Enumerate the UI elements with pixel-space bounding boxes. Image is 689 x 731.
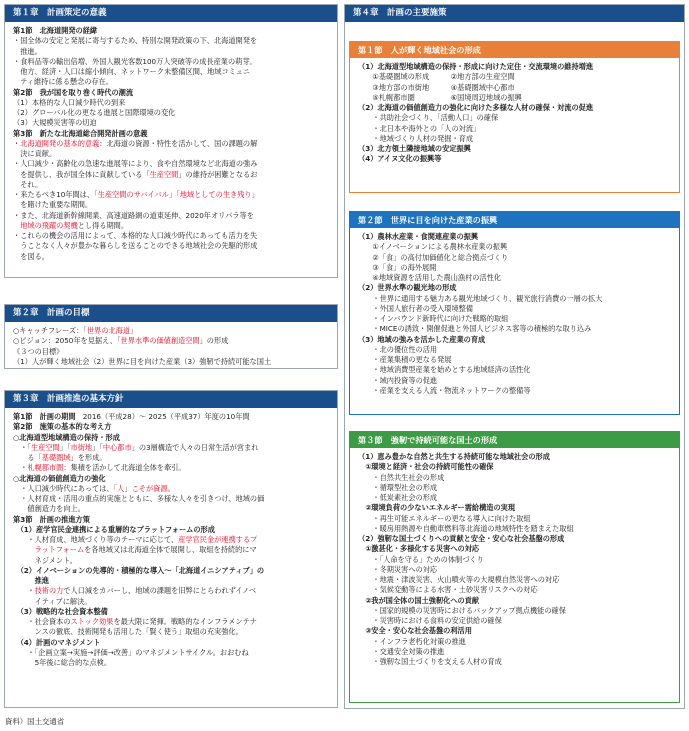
- text-run: ③安全・安心な社会基盤の利活用: [358, 626, 472, 636]
- text-run: ティ維持に係る懸念の存在。: [13, 77, 114, 87]
- text-run: ①基礎圏域の形成 ②地方部の生産空間: [358, 72, 515, 82]
- text-run: （2）世界水準の観光地の形成: [358, 283, 457, 293]
- text-run: 《３つの目標》: [13, 346, 64, 356]
- text-line: [358, 565, 673, 575]
- chapter1-panel: [4, 4, 338, 278]
- text-run: ・食料品等の輸出倍増、外国人観光客数100万人突破等の成長産業の萌芽。: [13, 56, 257, 66]
- text-line: [358, 514, 673, 524]
- text-line: [358, 452, 673, 462]
- text-line: [13, 170, 331, 180]
- source-note: 資料）国土交通省: [5, 717, 65, 726]
- text-line: [358, 134, 673, 144]
- text-run: （2）グローバル化の更なる進展と国際環境の変化: [13, 108, 176, 117]
- text-run: （3）大規模災害等の切迫: [13, 118, 97, 128]
- section2-title: 第２節 世界に目を向けた産業の振興: [350, 212, 679, 228]
- text-line: [358, 324, 673, 334]
- text-line: [358, 606, 673, 616]
- text-run: を最大限に発揮。戦略的なインフラメンテナ: [113, 617, 257, 626]
- section1-title: 第１節 人が輝く地域社会の形成: [350, 42, 679, 58]
- text-run: ・交通安全対策の推進: [358, 646, 445, 656]
- text-run: イティブに解決。: [13, 596, 92, 606]
- text-line: [13, 336, 331, 346]
- text-run: ・産業を支える人流・物流ネットワークの整備等: [358, 385, 531, 395]
- text-run: 」の形成: [199, 336, 229, 346]
- chapter3-panel: [4, 390, 338, 708]
- text-run: ・「企画立案→実施→評価→改善」のマネジメントサイクル。おおむね: [13, 647, 249, 657]
- text-line: [358, 376, 673, 386]
- text-line: [13, 586, 331, 596]
- text-line: [13, 504, 331, 514]
- text-line: [358, 555, 673, 565]
- text-run: 2016（平成28）～ 2025（平成37）年度の10年間: [75, 412, 250, 421]
- text-run: 5年後に総合的な点検。: [13, 658, 112, 667]
- text-run: ・社会資本の: [13, 617, 71, 626]
- text-line: [13, 211, 331, 221]
- text-line: [358, 113, 673, 123]
- text-line: [358, 493, 673, 503]
- section3-body: [350, 448, 679, 670]
- text-line: [13, 648, 331, 658]
- text-line: [358, 365, 673, 375]
- text-run: ・低炭素社会の形成: [358, 493, 438, 502]
- highlight-text: 中心都市: [102, 442, 132, 452]
- text-line: [13, 515, 331, 525]
- text-run: 値創造力を向上。: [13, 504, 85, 514]
- highlight-text: 札幌都市圏: [27, 463, 64, 473]
- text-line: [358, 386, 673, 396]
- chapter3-body: [5, 408, 337, 671]
- text-line: [358, 637, 673, 647]
- text-run: ・インバウンド新時代に向けた戦略的取組: [358, 314, 509, 323]
- text-run: 第3節 計画の推進方策: [13, 514, 90, 524]
- highlight-text: 地域の飛躍の契機: [20, 220, 78, 230]
- highlight-text: 市街地: [70, 442, 93, 452]
- text-line: [13, 180, 331, 190]
- section1-panel: [349, 41, 680, 193]
- text-run: ○キャッチフレーズ：「: [13, 326, 87, 335]
- text-run: 推進: [13, 576, 49, 585]
- text-line: [13, 241, 331, 251]
- text-line: [358, 242, 673, 252]
- text-line: [13, 26, 331, 36]
- section1-body: [350, 58, 679, 168]
- highlight-text: 地域としての生き残り: [179, 190, 252, 199]
- highlight-text: 世界の北海道: [86, 326, 131, 335]
- text-line: [358, 473, 673, 483]
- text-line: [13, 118, 331, 128]
- text-run: ・地域づくり人材の発掘・育成: [358, 133, 474, 143]
- text-run: （1）恵み豊かな自然と共生する持続可能な地域社会の形成: [358, 452, 550, 461]
- text-run: ①環境と経済・社会の持続可能性の確保: [358, 462, 494, 472]
- text-line: [358, 253, 673, 263]
- text-run: 」の3層構造で人々の日常生活が営まれ: [131, 442, 259, 452]
- highlight-text: 北海道開発の基本的意義: [20, 138, 100, 148]
- text-line: [358, 345, 673, 355]
- text-line: [358, 585, 673, 595]
- text-line: [13, 597, 331, 607]
- text-line: [13, 433, 331, 443]
- text-line: [358, 503, 673, 513]
- text-line: [13, 638, 331, 648]
- text-run: 」「: [59, 442, 71, 452]
- text-line: [13, 108, 331, 118]
- text-run: ・国家的規模の災害時におけるバックアップ拠点機能の確保: [358, 605, 566, 615]
- section2-panel: [349, 211, 680, 415]
- text-line: [13, 36, 331, 46]
- text-run: ・循環型社会の形成: [358, 482, 438, 492]
- text-line: [358, 462, 673, 472]
- chapter4-title: 第４章 計画の主要施策: [345, 5, 684, 22]
- text-run: ンスの徹底、技術開発も活用した「賢く使う」取組の充実強化。: [13, 627, 243, 637]
- text-line: [13, 443, 331, 453]
- text-line: [13, 494, 331, 504]
- text-line: [358, 283, 673, 293]
- text-line: [358, 103, 673, 113]
- text-run: 第3節 新たな北海道総合開発計画の意義: [13, 128, 148, 138]
- chapter3-title: 第３章 計画推進の基本方針: [5, 391, 337, 408]
- text-line: [358, 575, 673, 585]
- section2-body: [350, 228, 679, 399]
- text-line: [13, 200, 331, 210]
- text-run: （3）地域の強みを活かした産業の育成: [358, 334, 486, 344]
- text-run: ③「食」の海外展開: [358, 262, 437, 272]
- text-run: 」: [124, 483, 132, 493]
- text-line: [358, 144, 673, 154]
- text-run: ・産業集積の更なる発展: [358, 355, 452, 364]
- text-line: [358, 314, 673, 324]
- text-line: [13, 607, 331, 617]
- text-run: ・外国人旅行者の受入環境整備: [358, 303, 474, 313]
- text-line: [13, 231, 331, 241]
- text-line: [358, 232, 673, 242]
- text-run: 第1節 北海道開発の経緯: [13, 26, 98, 35]
- highlight-text: 生産空間: [149, 169, 179, 179]
- text-run: ・インフラ老朽化対策の推進: [358, 636, 466, 646]
- text-run: ・: [13, 586, 35, 596]
- text-run: 」を形成。: [70, 453, 107, 462]
- text-run: ・「人命を守る」ための体制づくり: [358, 554, 484, 564]
- text-run: 」の維持が困難となるお: [178, 169, 258, 179]
- text-line: [358, 483, 673, 493]
- text-run: ・地域消費型産業を始めとする地域経済の活性化: [358, 365, 531, 375]
- text-run: を各地域又は北海道全体で展開し、取組を持続的にマ: [84, 545, 257, 555]
- text-run: ・国全体の安定と発展に寄与するため、特別な開発政策の下、北海道開発を: [13, 36, 258, 46]
- text-run: 」: [251, 190, 259, 199]
- text-run: ネジメント。: [13, 555, 77, 565]
- text-line: [13, 566, 331, 576]
- text-run: （2）強靭な国土づくりへの貢献と安全・安心な社会基盤の形成: [358, 534, 565, 543]
- text-line: [13, 139, 331, 149]
- text-run: ・北の優位性の活用: [358, 344, 438, 354]
- text-line: [358, 263, 673, 273]
- text-line: [358, 124, 673, 134]
- text-run: ・再生可能エネルギーの更なる導入に向けた取組: [358, 513, 531, 523]
- text-line: [358, 304, 673, 314]
- text-line: [358, 534, 673, 544]
- highlight-text: ストック効果: [70, 617, 114, 626]
- text-run: ・: [13, 138, 21, 148]
- text-run: を提供し、我が国全体に貢献している「: [13, 169, 150, 179]
- text-line: [13, 159, 331, 169]
- text-run: ：集積を活かして北海道全体を牽引。: [63, 463, 186, 473]
- text-run: （1）産学官民金連携による重層的なプラットフォームの形成: [13, 524, 215, 534]
- text-run: ・域内投資等の促進: [358, 375, 438, 385]
- text-line: [13, 357, 331, 367]
- text-run: それ。: [13, 179, 43, 189]
- text-line: [13, 326, 331, 336]
- text-run: （2）イノベーションの先導的・積極的な導入～「北海道イニシアティブ」の: [13, 565, 265, 575]
- text-run: 第2節 我が国を取り巻く時代の潮流: [13, 87, 134, 97]
- text-run: ・: [13, 463, 28, 473]
- text-run: 推進。: [13, 46, 42, 56]
- text-run: ・北日本や海外との「人の対流」: [358, 123, 481, 133]
- text-line: [13, 252, 331, 262]
- text-run: 。: [167, 483, 175, 493]
- text-run: ・「: [13, 442, 31, 452]
- text-line: [13, 67, 331, 77]
- text-run: ：北海道の資源・特性を活かして、国の課題の解: [99, 138, 258, 148]
- text-line: [358, 273, 673, 283]
- text-line: [358, 626, 673, 636]
- text-run: ②環境負荷の少ないエネルギー需給構造の実現: [358, 503, 516, 513]
- text-run: で人口減をカバーし、地域の課題を旧弊にとらわれずイノベ: [63, 586, 257, 596]
- text-run: （1）本格的な人口減少時代の到来: [13, 97, 126, 107]
- text-run: ・人口減少時代にあっては、「: [13, 483, 118, 493]
- text-line: [13, 525, 331, 535]
- text-run: 」: [130, 326, 138, 335]
- highlight-text: こそが資源: [131, 483, 168, 493]
- text-line: [13, 484, 331, 494]
- text-run: ⑤札幌都市圏 ⑥国境周辺地域の振興: [358, 92, 522, 102]
- text-run: ・強靭な国土づくりを支える人材の育成: [358, 657, 502, 666]
- text-line: [13, 463, 331, 473]
- text-run: を図る。: [13, 251, 49, 261]
- text-run: ・共助社会づくり、「活動人口」の確保: [358, 113, 499, 123]
- text-run: うことなく人々が豊かな暮らしを送ることのできる地域社会の先駆的形成: [13, 241, 258, 251]
- chapter1-body: [5, 22, 337, 265]
- text-run: ○北海道型地域構造の保持・形成: [13, 432, 120, 442]
- text-run: ②「食」の高付加価値化と総合拠点づくり: [358, 252, 509, 262]
- text-line: [13, 347, 331, 357]
- text-line: [13, 556, 331, 566]
- text-line: [13, 149, 331, 159]
- text-line: [13, 98, 331, 108]
- text-run: ○北海道の価値創造力の強化: [13, 473, 106, 483]
- highlight-text: 技術の力: [34, 586, 64, 596]
- text-run: ・人口減少・高齢化の急速な進展等により、食や自然環境など北海道の強み: [13, 159, 258, 169]
- text-run: ③地方部の市街地 ④基礎圏域中心都市: [358, 82, 515, 92]
- text-run: ・また、北海道新幹線開業、高速道路網の道東延伸、2020年オリパラ等を: [13, 210, 254, 220]
- chapter2-title: 第２章 計画の目標: [5, 305, 337, 322]
- text-line: [358, 355, 673, 365]
- text-line: [13, 545, 331, 555]
- text-line: [358, 524, 673, 534]
- text-line: [13, 658, 331, 668]
- text-line: [358, 72, 673, 82]
- text-run: ○ビジョン：2050年を見据え、「: [13, 336, 121, 346]
- text-line: [13, 422, 331, 432]
- text-line: [13, 627, 331, 637]
- text-run: ④地域資源を活用した農山漁村の活性化: [358, 273, 502, 282]
- text-run: ・暖房用熱源や自動車燃料等北海道の地域特性を踏まえた取組: [358, 523, 574, 533]
- text-line: [358, 544, 673, 554]
- text-run: る「: [13, 453, 42, 462]
- chapter1-title: 第１章 計画策定の意義: [5, 5, 337, 22]
- text-run: を賭けた重要な期間。: [13, 200, 93, 210]
- highlight-text: 生産空間: [30, 442, 60, 452]
- text-run: （2）北海道の価値創造力の強化に向けた多様な人材の確保・対流の促進: [358, 103, 594, 112]
- text-run: ・来たるべき10年間は、「: [13, 190, 98, 199]
- highlight-text: 基礎圏域: [41, 453, 71, 462]
- text-run: ・MICEの誘致・開催促進と外国人ビジネス客等の積極的な取り込み: [358, 324, 592, 334]
- text-line: [358, 657, 673, 667]
- text-line: [13, 88, 331, 98]
- text-line: [358, 335, 673, 345]
- text-run: （3）北方領土隣接地域の安定振興: [358, 144, 471, 153]
- section3-panel: [349, 431, 680, 703]
- text-run: [13, 545, 35, 554]
- highlight-text: 産学官民金が連携するプ: [178, 535, 258, 544]
- text-line: [13, 77, 331, 87]
- text-line: [13, 617, 331, 627]
- text-run: 他方、経済・人口は縮小傾向、ネットワーク未整備区間、地域コミュニ: [13, 67, 251, 76]
- text-line: [13, 47, 331, 57]
- text-line: [13, 221, 331, 231]
- highlight-text: ラットフォーム: [34, 545, 85, 555]
- text-run: （3）戦略的な社会資本整備: [13, 606, 108, 616]
- text-run: （1）農林水産業・食関連産業の振興: [358, 232, 479, 241]
- text-run: ・世界に通用する魅力ある観光地域づくり、観光旅行消費の一層の拡大: [358, 293, 603, 303]
- section3-title: 第３節 強靭で持続可能な国土の形成: [350, 432, 679, 448]
- text-line: [13, 190, 331, 200]
- text-line: [358, 62, 673, 72]
- text-line: [13, 453, 331, 463]
- text-run: ・自然共生社会の形成: [358, 472, 445, 482]
- text-run: （1）人が輝く地域社会（2）世界に目を向けた産業（3）強靭で持続可能な国土: [13, 356, 272, 366]
- text-line: [358, 294, 673, 304]
- text-run: ・地震・津波災害、火山噴火等の大規模自然災害への対応: [358, 575, 560, 584]
- text-run: ・これらの機会の活用によって、本格的な人口減少時代にあっても活力を失: [13, 231, 258, 240]
- text-line: [13, 57, 331, 67]
- text-run: とし得る期間。: [77, 220, 129, 230]
- text-run: ・災害時における食料の安定供給の確保: [358, 616, 502, 625]
- text-run: （4）計画のマネジメント: [13, 637, 101, 647]
- text-run: ・冬期災害への対応: [358, 564, 438, 574]
- text-line: [13, 129, 331, 139]
- text-line: [358, 647, 673, 657]
- chapter2-panel: [4, 304, 338, 369]
- text-line: [358, 93, 673, 103]
- chapter4-panel: [344, 4, 685, 709]
- text-line: [358, 154, 673, 164]
- text-line: [13, 412, 331, 422]
- text-run: 決に貢献。: [13, 149, 57, 158]
- highlight-text: 世界水準の価値創造空間: [120, 336, 200, 346]
- text-run: ②我が国全体の国土強靭化への貢献: [358, 595, 480, 605]
- text-run: ・人材育成・活用の重点的実施とともに、多様な人々を引きつけ、地域の価: [13, 494, 265, 503]
- text-line: [358, 83, 673, 93]
- text-run: 第2節 施策の基本的な考え方: [13, 422, 112, 432]
- chapter2-body: [5, 322, 337, 369]
- text-run: （1）北海道型地域構造の保持・形成に向けた定住・交流環境の維持増進: [358, 62, 594, 71]
- text-run: 第1節 計画の期間: [13, 412, 76, 421]
- text-line: [13, 535, 331, 545]
- text-run: ・人材育成、地域づくり等のテーマに応じて、: [13, 535, 179, 544]
- text-run: ①激甚化・多様化する災害への対応: [358, 544, 480, 554]
- text-run: 」「: [168, 190, 180, 199]
- text-line: [358, 616, 673, 626]
- text-run: 」「: [92, 442, 103, 452]
- text-run: （4）アイヌ文化の振興等: [358, 154, 442, 164]
- text-line: [358, 596, 673, 606]
- text-line: [13, 576, 331, 586]
- text-run: ①イノベーションによる農林水産業の振興: [358, 242, 508, 252]
- text-run: ・気候変動等による水害・土砂災害リスクへの対応: [358, 585, 538, 595]
- highlight-text: 生産空間のサバイバル: [97, 190, 169, 199]
- highlight-text: 人: [117, 483, 125, 493]
- text-line: [13, 474, 331, 484]
